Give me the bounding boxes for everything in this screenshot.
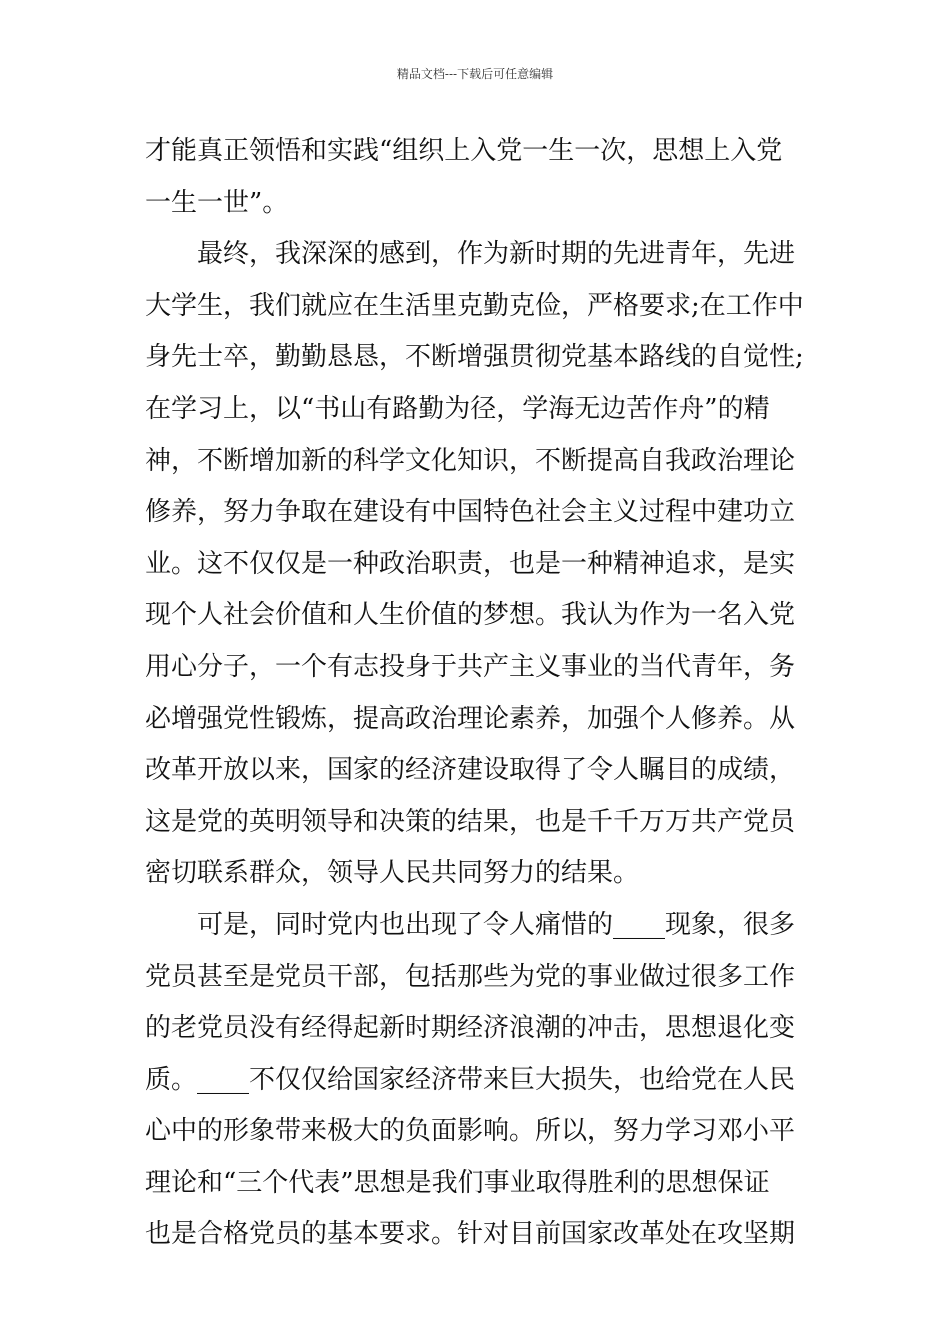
- document-body: [145, 126, 807, 1261]
- text-line: 的老党员没有经得起新时期经济浪潮的冲击，思想退化变: [145, 1013, 796, 1044]
- paragraph-start-line: 可是，同时党内也出现了令人痛惜的____现象，很多: [197, 909, 796, 940]
- text-line: 也是合格党员的基本要求。针对目前国家改革处在攻坚期: [145, 1219, 796, 1250]
- text-line: 党员甚至是党员干部，包括那些为党的事业做过很多工作: [145, 961, 796, 992]
- text-line: 神，不断增加新的科学文化知识，不断提高自我政治理论: [145, 445, 796, 476]
- text-line: 心中的形象带来极大的负面影响。所以，努力学习邓小平: [145, 1116, 796, 1147]
- text-line: 现个人社会价值和人生价值的梦想。我认为作为一名入党: [145, 600, 796, 631]
- text-line: 用心分子，一个有志投身于共产主义事业的当代青年，务: [145, 651, 796, 682]
- paragraph-start-line: 最终，我深深的感到，作为新时期的先进青年，先进: [197, 239, 796, 270]
- text-line: 修养，努力争取在建设有中国特色社会主义过程中建功立: [145, 497, 796, 528]
- text-line: 这是党的英明领导和决策的结果，也是千千万万共产党员: [145, 806, 796, 837]
- text-line: 才能真正领悟和实践“组织上入党一生一次，思想上入党: [145, 136, 783, 166]
- text-line: 改革开放以来，国家的经济建设取得了令人瞩目的成绩，: [145, 755, 796, 786]
- text-line: 质。____不仅仅给国家经济带来巨大损失，也给党在人民: [145, 1064, 796, 1095]
- text-line: 在学习上，以“书山有路勤为径，学海无边苦作舟”的精: [145, 393, 770, 424]
- text-line: 一生一世”。: [145, 187, 289, 218]
- text-line: 理论和“三个代表”思想是我们事业取得胜利的思想保证: [145, 1167, 770, 1198]
- text-line: 大学生，我们就应在生活里克勤克俭，严格要求;在工作中: [145, 290, 804, 321]
- text-line: 密切联系群众，领导人民共同努力的结果。: [145, 858, 640, 889]
- text-line: 业。这不仅仅是一种政治职责，也是一种精神追求，是实: [145, 548, 796, 579]
- page-header: 精品文档---下载后可任意编辑: [396, 67, 554, 81]
- text-line: 身先士卒，勤勤恳恳，不断增强贯彻党基本路线的自觉性;: [145, 342, 804, 373]
- text-line: 必增强党性锻炼，提高政治理论素养，加强个人修养。从: [145, 703, 796, 734]
